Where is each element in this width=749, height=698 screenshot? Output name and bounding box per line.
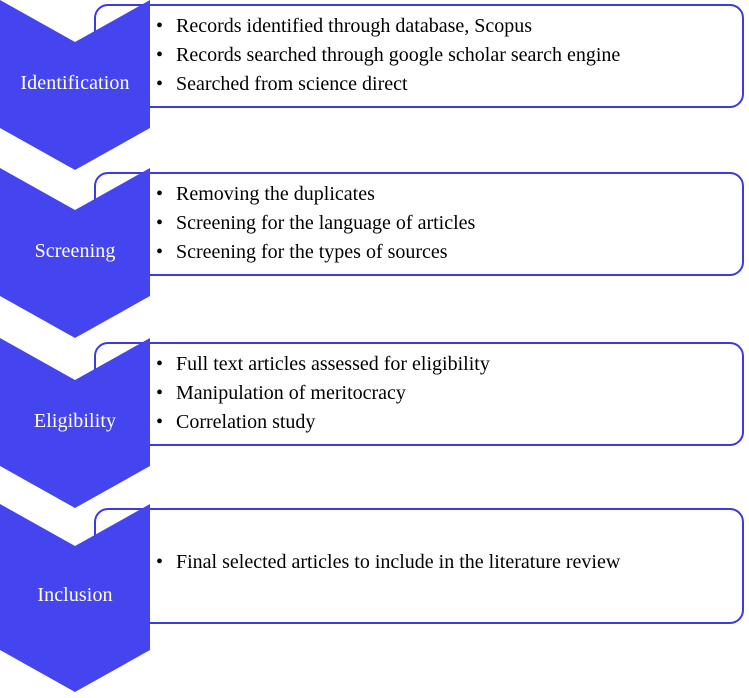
bullet-icon: • xyxy=(156,411,164,433)
stage-identification-list xyxy=(150,12,620,99)
list-item xyxy=(150,379,490,408)
stage-inclusion-label: Inclusion xyxy=(37,584,113,606)
list-item xyxy=(150,70,620,99)
list-item-text: Final selected articles to include in the literature review xyxy=(176,551,621,573)
list-item-text: Removing the duplicates xyxy=(176,183,375,205)
list-item xyxy=(150,350,490,379)
stage-eligibility-list xyxy=(150,350,490,437)
bullet-icon: • xyxy=(156,183,164,205)
stage-eligibility xyxy=(0,338,749,508)
list-item-text: Screening for the language of articles xyxy=(176,212,476,234)
bullet-icon: • xyxy=(156,551,164,573)
list-item xyxy=(150,180,475,209)
list-item-text: Records identified through database, Scopus xyxy=(176,15,533,37)
bullet-icon: • xyxy=(156,73,164,95)
bullet-icon: • xyxy=(156,382,164,404)
stage-identification xyxy=(0,0,749,170)
list-item xyxy=(150,238,475,267)
bullet-icon: • xyxy=(156,212,164,234)
list-item xyxy=(150,209,475,238)
stage-screening xyxy=(0,168,749,338)
list-item xyxy=(150,548,620,577)
bullet-icon: • xyxy=(156,241,164,263)
stage-screening-list xyxy=(150,180,475,267)
stage-inclusion xyxy=(0,504,749,694)
bullet-icon: • xyxy=(156,44,164,66)
list-item xyxy=(150,12,620,41)
stage-screening-label: Screening xyxy=(34,240,116,262)
list-item-text: Manipulation of meritocracy xyxy=(176,382,406,404)
list-item-text: Correlation study xyxy=(176,411,316,433)
list-item xyxy=(150,41,620,70)
list-item-text: Records searched through google scholar search engine xyxy=(176,44,621,66)
list-item-text: Searched from science direct xyxy=(176,73,408,95)
stage-identification-label: Identification xyxy=(20,72,130,94)
stage-eligibility-label: Eligibility xyxy=(33,410,117,432)
list-item-text: Screening for the types of sources xyxy=(176,241,448,263)
list-item-text: Full text articles assessed for eligibility xyxy=(176,353,490,375)
stage-inclusion-list xyxy=(150,548,620,577)
list-item xyxy=(150,408,490,437)
bullet-icon: • xyxy=(156,15,164,37)
bullet-icon: • xyxy=(156,353,164,375)
